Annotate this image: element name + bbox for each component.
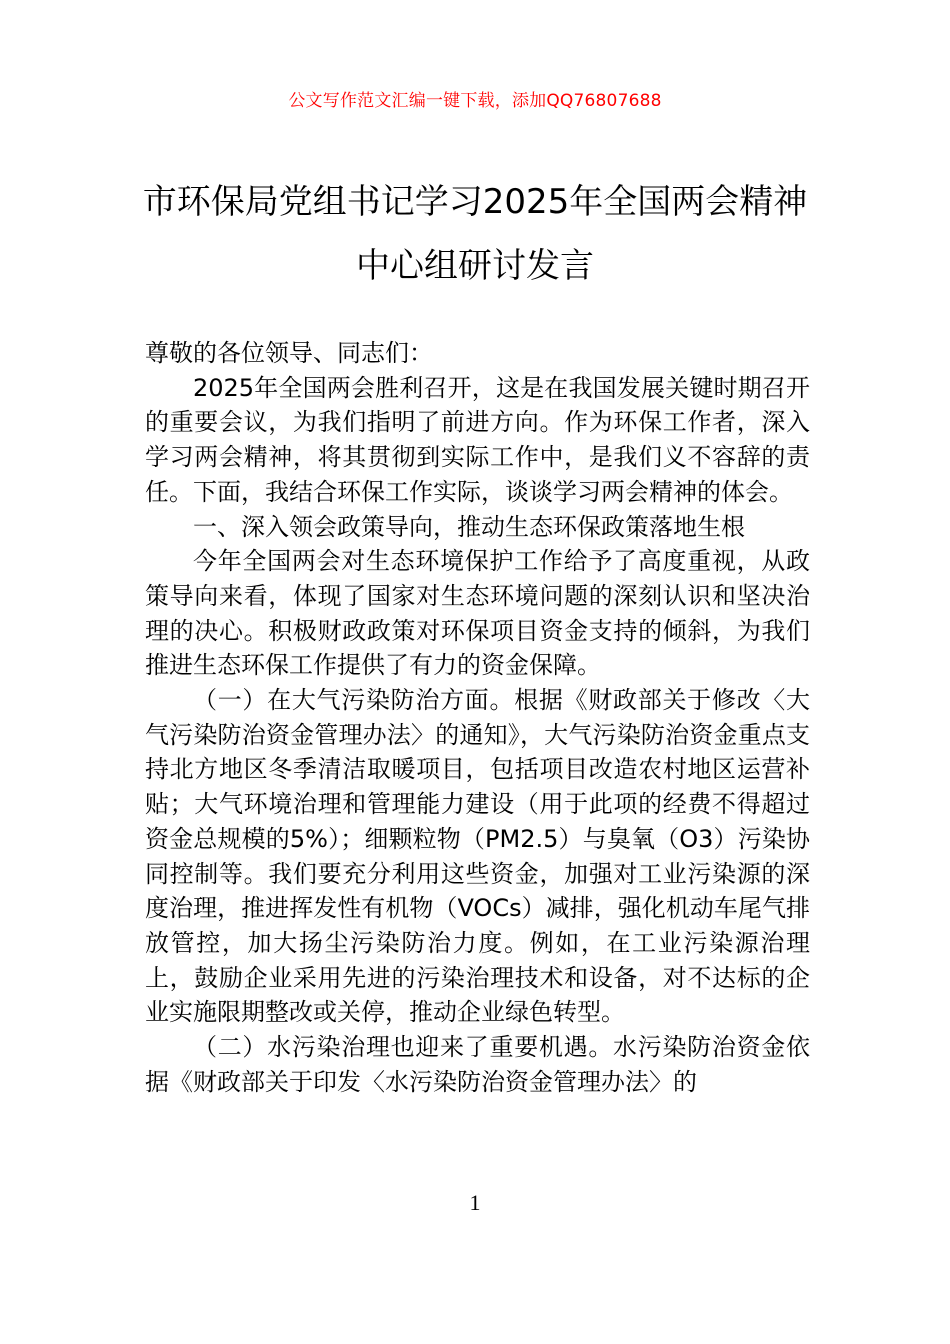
salutation: 尊敬的各位领导、同志们： — [145, 339, 433, 367]
section-1-paragraph: 今年全国两会对生态环境保护工作给予了高度重视，从政策导向来看，体现了国家对生态环境问题的深刻认识和坚决治理的决心。积极财政政策对环保项目资金支持的倾斜，为我们推进生态环保工作提供了有力的资金保障。 — [145, 547, 810, 680]
intro-paragraph: 2025年全国两会胜利召开，这是在我国发展关键时期召开的重要会议，为我们指明了前进方向。作为环保工作者，深入学习两会精神，将其贯彻到实际工作中，是我们义不容辞的责任。下面，我结合环保工作实际，谈谈学习两会精神的体会。 — [145, 373, 810, 506]
page-number: 1 — [469, 1190, 481, 1215]
document-title: 市环保局党组书记学习2025年全国两会精神中心组研讨发言 — [142, 182, 808, 286]
document-body — [145, 336, 810, 1099]
item-2-paragraph: （二）水污染治理也迎来了重要机遇。水污染防治资金依据《财政部关于印发〈水污染防治资金管理办法〉的 — [145, 1033, 810, 1096]
download-notice: 公文写作范文汇编一键下载，添加QQ76807688 — [288, 91, 662, 111]
section-heading-1: 一、深入领会政策导向，推动生态环保政策落地生根 — [193, 512, 745, 541]
item-1-paragraph: （一）在大气污染防治方面。根据《财政部关于修改〈大气污染防治资金管理办法〉的通知》，大气污染防治资金重点支持北方地区冬季清洁取暖项目，包括项目改造农村地区运营补贴；大气环境治理和管理能力建设（用于此项的经费不得超过资金总规模的5%）；细颗粒物（PM2.5）与臭氧（O3）污染协同控制等。我们要充分利用这些资金，加强对工业污染源的深度治理，推进挥发性有机物（VOCs）减排，强化机动车尾气排放管控，加大扬尘污染防治力度。例如，在工业污染源治理上，鼓励企业采用先进的污染治理技术和设备，对不达标的企业实施限期整改或关停，推动企业绿色转型。 — [145, 686, 810, 1027]
